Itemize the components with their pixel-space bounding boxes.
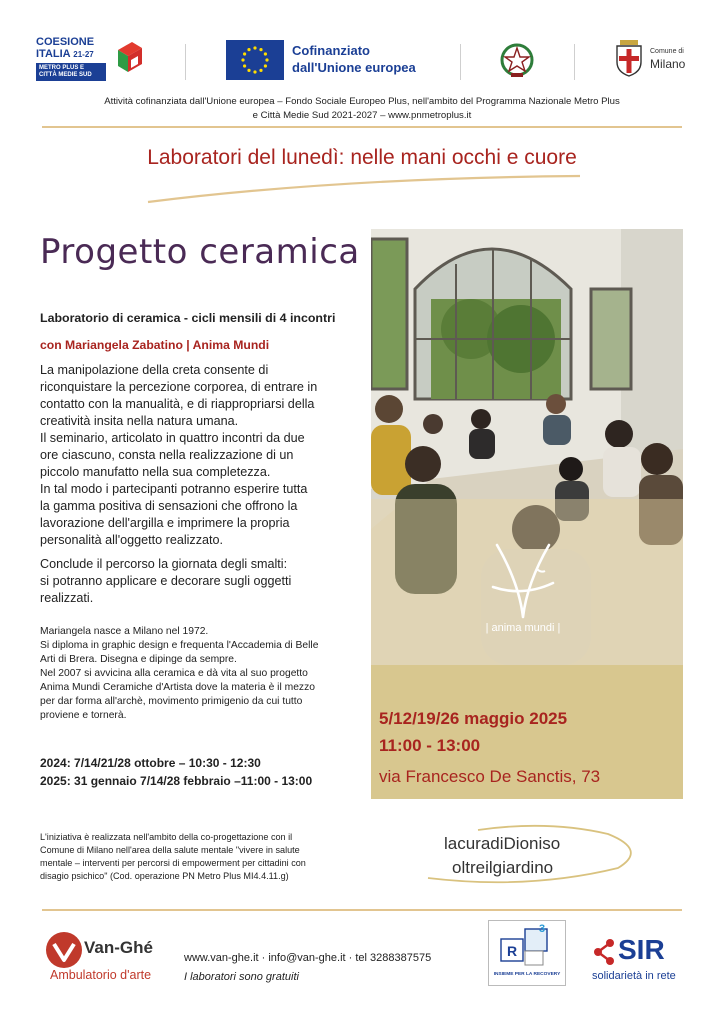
event-time: 11:00 - 13:00 [379,736,481,755]
recovery-caption: INSIEME PER LA RECOVERY [493,972,561,977]
footnote-line: L'iniziativa è realizzata nell'ambito della co-progettazione con il [40,832,293,842]
description-line: contatto con la manualità, e di riappropriarsi della [40,397,315,411]
coesione-sub-box [36,63,106,81]
anima-mundi-logo-icon [483,539,563,619]
conclusion-line: si potranno applicare e decorare sugli oggetti [40,574,292,588]
bio-line: Arti di Brera. Disegna e dipinge da sempre. [40,654,237,665]
description-line: La manipolazione della creta consente di [40,363,269,377]
event-place: via Francesco De Sanctis, 73 [379,767,601,786]
vanghe-logo [44,930,174,986]
bio-line: Anima Mundi Ceramiche d'Artista dove la materia è il mezzo [40,682,315,693]
anima-mundi-text: | anima mundi | [485,622,561,634]
milano-label-small: Comune di [650,48,684,55]
coesione-title-2 [36,48,94,60]
teacher-line: con Mariangela Zabatino | Anima Mundi [40,338,270,352]
description-block [40,362,370,549]
eu-line-1: Cofinanziato [292,43,370,58]
event-box [371,665,683,799]
sir-sub: solidarietà in rete [592,970,676,982]
recovery-logo [488,920,566,986]
bio-line: Si diploma in graphic design e frequenta l'Accademia di Belle [40,640,319,651]
project-title: Progetto ceramica [40,232,360,272]
coesione-title-word: ITALIA [36,48,71,60]
footer-free-note: I laboratori sono gratuiti [184,971,299,983]
footnote-line: mentale – interventi per percorsi di empowerment per cittadini con [40,858,306,868]
footnote-line: Comune di Milano nell'area della salute mentale "vivere in salute [40,845,300,855]
coesione-sub-2: CITTÀ MEDIE SUD [39,72,92,78]
past-dates-line: 2024: 7/14/21/28 ottobre – 10:30 - 12:30 [40,756,261,770]
eu-line-2: dall'Unione europea [292,60,416,75]
description-line: In tal modo i partecipanti potranno esperire tutta [40,482,308,496]
footer-rule [42,909,682,911]
recovery-letter: R [507,943,518,959]
vanghe-heart-icon [44,930,84,970]
coesione-sub-1: METRO PLUS E [39,65,85,71]
eu-logo [226,40,426,82]
header-divider-2 [460,44,461,80]
milano-logo [614,40,694,80]
description-line: personalità all'oggetto realizzato. [40,533,224,547]
past-dates-line: 2025: 31 gennaio 7/14/28 febbraio –11:00 - 13:00 [40,774,313,788]
bio-line: proviene e tornerà. [40,710,127,721]
page-title: Laboratori del lunedì: nelle mani occhi e cuore [147,146,577,169]
italian-republic-emblem-icon [500,40,534,80]
sir-share-icon [592,938,616,966]
coesione-years: 21-27 [73,50,94,59]
description-line: riconquistare la percezione corporea, di entrare in [40,380,318,394]
milano-shield-icon [614,40,644,78]
coesione-title-1: COESIONE [36,36,95,48]
header-divider-1 [185,44,186,80]
dioniso-line-1: lacuradiDioniso [444,834,561,853]
bio-line: Nel 2007 si avvicina alla ceramica e dà vita al suo progetto [40,668,308,679]
dioniso-swoosh-icon [418,820,642,890]
bio-line: per dar forma all'archè, movimento primigenio da cui tutto [40,696,303,707]
funding-line-2: e Città Medie Sud 2021-2027 – www.pnmetroplus.it [252,110,472,121]
conclusion-line: Conclude il percorso la giornata degli smalti: [40,557,288,571]
footer-contacts[interactable]: www.van-ghe.it · info@van-ghe.it · tel 3288387575 [184,952,432,964]
footnote-block [40,831,370,883]
footnote-line: disagio psichico" (Cod. operazione PN Metro Plus MI4.4.11.g) [40,871,289,881]
funding-line-1: Attività cofinanziata dall'Unione europea – Fondo Sociale Europeo Plus, nell'ambito del Programma Nazionale Metro Plus [104,96,620,107]
eu-flag-icon [226,40,284,80]
milano-label-big: Milano [650,57,686,71]
coesione-cube-icon [114,38,146,78]
bio-line: Mariangela nasce a Milano nel 1972. [40,626,209,637]
dioniso-line-2: oltreilgiardino [452,858,554,877]
vanghe-sub: Ambulatorio d'arte [50,968,152,982]
workshop-photo [371,229,683,665]
header-divider-3 [574,44,575,80]
description-line: lavorazione dell'argilla e imprimere la propria [40,516,290,530]
sir-logo [592,934,692,986]
description-line: piccolo manufatto nella sua completezza. [40,465,271,479]
past-dates-block [40,754,370,790]
recovery-puzzle-icon [497,925,557,969]
event-dates: 5/12/19/26 maggio 2025 [379,709,568,728]
bio-block [40,625,370,723]
vanghe-name: Van-Ghé [84,938,153,957]
conclusion-block [40,556,370,607]
lab-subtitle: Laboratorio di ceramica - cicli mensili di 4 incontri [40,311,336,325]
header-rule [42,126,682,128]
sir-name: SIR [618,934,665,965]
description-line: la gamma positiva di sensazioni che offrono la [40,499,298,513]
title-underline-swoosh [140,170,590,206]
description-line: Il seminario, articolato in quattro incontri da due [40,431,305,445]
dioniso-logo [418,820,642,890]
description-line: creatività insita nella natura umana. [40,414,239,428]
conclusion-line: realizzati. [40,591,94,605]
coesione-logo [36,36,148,82]
description-line: ore ciascuno, consta nella realizzazione di un [40,448,294,462]
recovery-number: 3 [539,923,546,935]
